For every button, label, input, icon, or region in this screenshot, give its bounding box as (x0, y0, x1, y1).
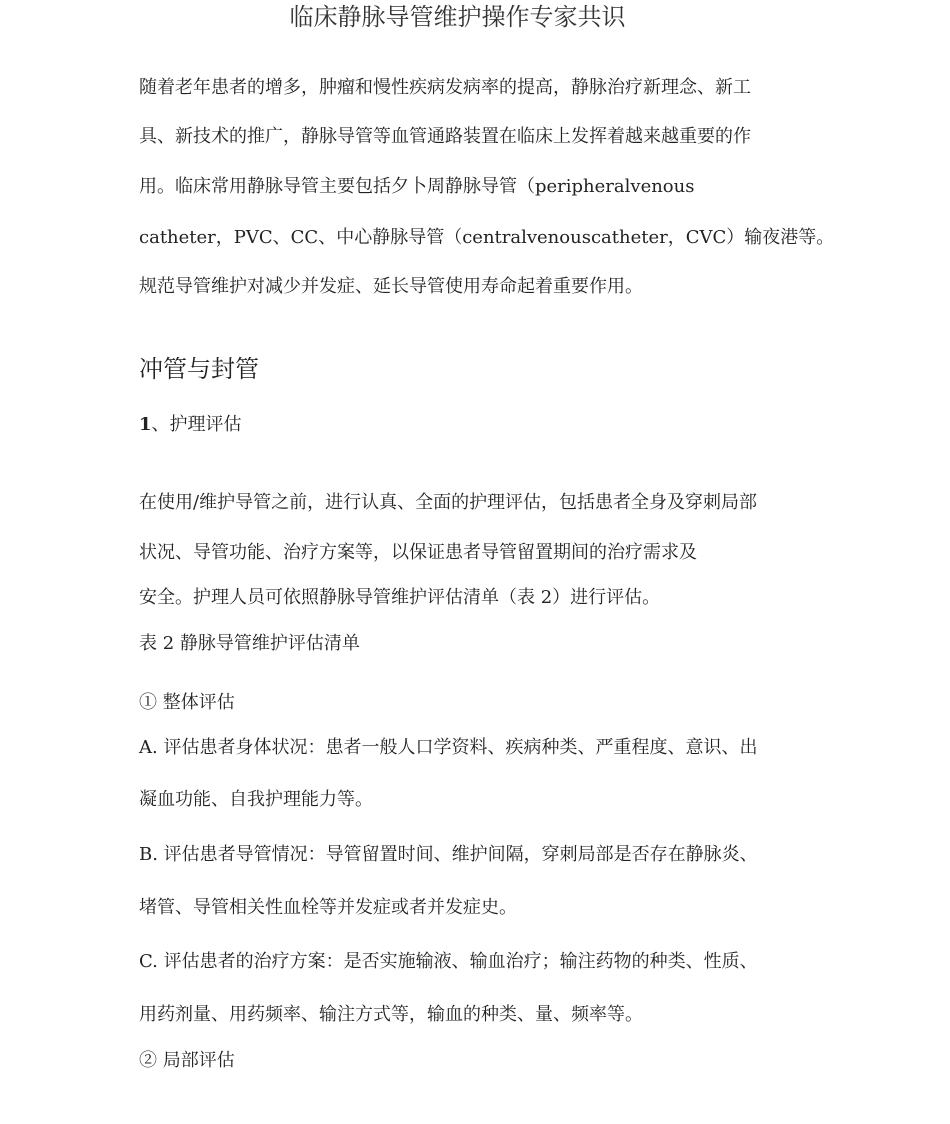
section-heading: 冲管与封管 (139, 355, 259, 383)
intro-line-1: 随着老年患者的增多，肿瘤和慢性疾病发病率的提高，静脉治疗新理念、新工 (139, 77, 751, 98)
intro-line-3: 用。临床常用静脉导管主要包括夕卜周静脉导管（peripheralvenous (139, 176, 695, 197)
subsection-heading (139, 412, 242, 438)
overall-item-a-line-1: A. 评估患者身体状况：患者一般人口学资料、疾病种类、严重程度、意识、出 (139, 737, 758, 758)
overall-item-b-line-2: 堵管、导管相关性血栓等并发症或者并发症史。 (139, 897, 517, 918)
intro-line-5: 规范导管维护对减少并发症、延长导管使用寿命起着重要作用。 (139, 276, 643, 297)
table-caption: 表 2 静脉导管维护评估清单 (139, 633, 360, 654)
overall-item-a-line-2: 凝血功能、自我护理能力等。 (139, 789, 373, 810)
local-assessment-heading: ② 局部评估 (139, 1050, 235, 1071)
intro-line-4: catheter，PVC、CC、中心静脉导管（centralvenouscatheter，CVC）输夜港等。 (139, 227, 835, 248)
assessment-line-2: 状况、导管功能、治疗方案等，以保证患者导管留置期间的治疗需求及 (139, 542, 697, 563)
overall-item-c-line-2: 用药剂量、用药频率、输注方式等，输血的种类、量、频率等。 (139, 1004, 643, 1025)
document-title: 临床静脉导管维护操作专家共识 (289, 3, 626, 31)
subsection-number: 1 (139, 414, 152, 435)
subsection-label: 、护理评估 (151, 414, 242, 435)
overall-item-b-line-1: B. 评估患者导管情况：导管留置时间、维护间隔，穿刺局部是否存在静脉炎、 (139, 844, 758, 865)
overall-assessment-heading: ① 整体评估 (139, 692, 235, 713)
intro-line-2: 具、新技术的推广，静脉导管等血管通路装置在临床上发挥着越来越重要的作 (139, 126, 751, 147)
assessment-line-3: 安全。护理人员可依照静脉导管维护评估清单（表 2）进行评估。 (139, 587, 661, 608)
assessment-line-1: 在使用/维护导管之前，进行认真、全面的护理评估，包括患者全身及穿刺局部 (139, 492, 758, 513)
overall-item-c-line-1: C. 评估患者的治疗方案：是否实施输液、输血治疗；输注药物的种类、性质、 (139, 951, 758, 972)
